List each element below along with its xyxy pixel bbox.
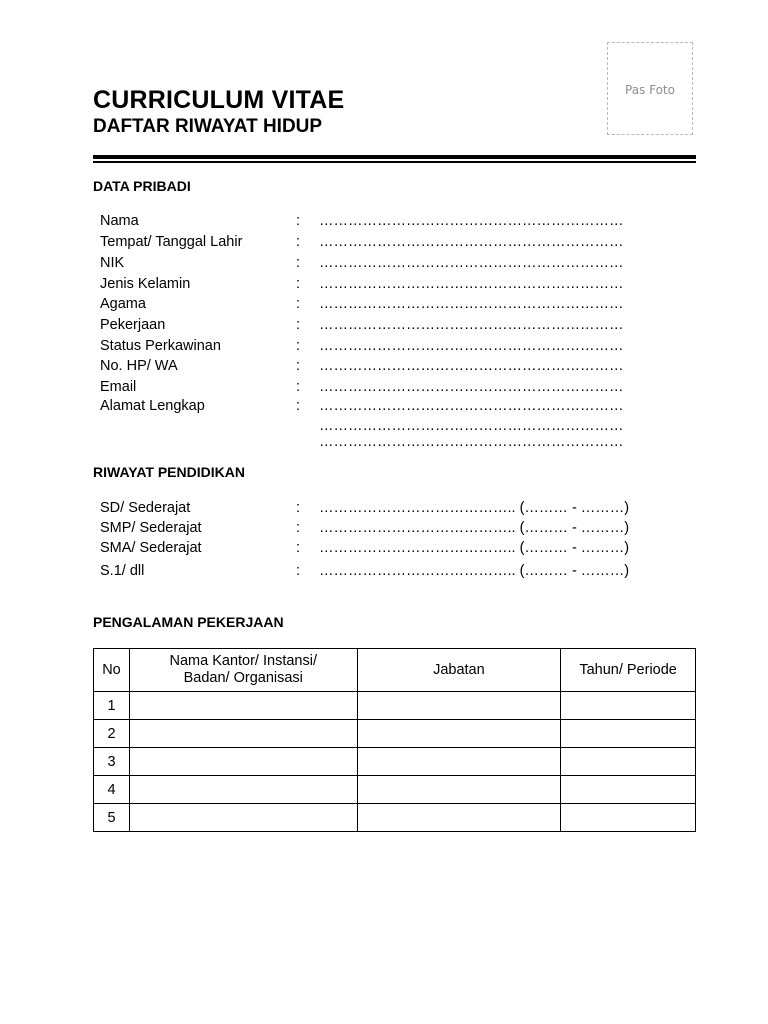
field-label: Status Perkawinan xyxy=(100,338,221,354)
field-colon: : xyxy=(296,563,301,579)
field-colon: : xyxy=(296,540,301,556)
row-number: 1 xyxy=(94,692,130,720)
field-colon: : xyxy=(296,358,301,374)
field-label: No. HP/ WA xyxy=(100,358,178,374)
column-header-office-line1: Nama Kantor/ Instansi/ xyxy=(169,653,317,669)
education-blank[interactable]: ………………………………….. (……… - ………) xyxy=(319,540,630,556)
section-title-work: PENGALAMAN PEKERJAAN xyxy=(93,614,284,630)
education-row-sd xyxy=(100,498,700,518)
header-divider-thick xyxy=(93,155,696,159)
field-jenis-kelamin xyxy=(100,274,700,294)
field-colon: : xyxy=(296,500,301,516)
office-cell[interactable] xyxy=(129,720,357,748)
position-cell[interactable] xyxy=(357,748,561,776)
column-header-position: Jabatan xyxy=(357,649,561,692)
field-colon: : xyxy=(296,276,301,292)
field-colon: : xyxy=(296,317,301,333)
field-blank[interactable]: ……………………………………………………… xyxy=(319,418,624,434)
field-blank[interactable]: ……………………………………………………… xyxy=(319,213,624,229)
section-title-education: RIWAYAT PENDIDIKAN xyxy=(93,464,245,480)
office-cell[interactable] xyxy=(129,776,357,804)
field-blank[interactable]: ……………………………………………………… xyxy=(319,338,624,354)
education-blank[interactable]: ………………………………….. (……… - ………) xyxy=(319,520,630,536)
position-cell[interactable] xyxy=(357,720,561,748)
field-label: NIK xyxy=(100,255,125,271)
field-status-perkawinan xyxy=(100,336,700,356)
row-number: 3 xyxy=(94,748,130,776)
column-header-office xyxy=(129,649,357,692)
education-label: S.1/ dll xyxy=(100,563,145,579)
document-subtitle: DAFTAR RIWAYAT HIDUP xyxy=(93,116,323,137)
field-blank[interactable]: ……………………………………………………… xyxy=(319,434,624,450)
field-alamat-line-3 xyxy=(100,432,700,452)
section-title-personal: DATA PRIBADI xyxy=(93,178,191,194)
row-number: 2 xyxy=(94,720,130,748)
field-blank[interactable]: ……………………………………………………… xyxy=(319,234,624,250)
field-colon: : xyxy=(296,520,301,536)
period-cell[interactable] xyxy=(561,776,696,804)
period-cell[interactable] xyxy=(561,804,696,832)
field-label: Pekerjaan xyxy=(100,317,166,333)
field-label: Alamat Lengkap xyxy=(100,398,205,414)
field-blank[interactable]: ……………………………………………………… xyxy=(319,317,624,333)
education-row-sma xyxy=(100,538,700,558)
field-label: Nama xyxy=(100,213,139,229)
position-cell[interactable] xyxy=(357,776,561,804)
table-row xyxy=(94,692,696,720)
field-label: Jenis Kelamin xyxy=(100,276,191,292)
field-colon: : xyxy=(296,338,301,354)
field-colon: : xyxy=(296,296,301,312)
position-cell[interactable] xyxy=(357,692,561,720)
document-title: CURRICULUM VITAE xyxy=(93,86,345,114)
office-cell[interactable] xyxy=(129,748,357,776)
education-label: SD/ Sederajat xyxy=(100,500,191,516)
field-colon: : xyxy=(296,379,301,395)
field-colon: : xyxy=(296,234,301,250)
office-cell[interactable] xyxy=(129,692,357,720)
education-blank[interactable]: ………………………………….. (……… - ………) xyxy=(319,563,630,579)
office-cell[interactable] xyxy=(129,804,357,832)
column-header-no: No xyxy=(94,649,130,692)
header-divider-thin xyxy=(93,161,696,163)
field-tempat-tanggal-lahir xyxy=(100,232,700,252)
period-cell[interactable] xyxy=(561,692,696,720)
education-blank[interactable]: ………………………………….. (……… - ………) xyxy=(319,500,630,516)
table-row xyxy=(94,720,696,748)
field-blank[interactable]: ……………………………………………………… xyxy=(319,255,624,271)
education-row-s1 xyxy=(100,561,700,581)
work-experience-table xyxy=(93,648,696,832)
field-agama xyxy=(100,294,700,314)
field-blank[interactable]: ……………………………………………………… xyxy=(319,398,624,414)
period-cell[interactable] xyxy=(561,720,696,748)
photo-label: Pas Foto xyxy=(625,83,675,97)
field-nama xyxy=(100,211,700,231)
field-email xyxy=(100,377,700,397)
column-header-office-line2: Badan/ Organisasi xyxy=(183,670,303,686)
education-label: SMA/ Sederajat xyxy=(100,540,202,556)
table-row xyxy=(94,776,696,804)
field-alamat-lengkap xyxy=(100,396,700,416)
field-colon: : xyxy=(296,213,301,229)
column-header-period: Tahun/ Periode xyxy=(561,649,696,692)
row-number: 5 xyxy=(94,804,130,832)
photo-placeholder xyxy=(607,42,693,135)
education-row-smp xyxy=(100,518,700,538)
field-label: Tempat/ Tanggal Lahir xyxy=(100,234,243,250)
period-cell[interactable] xyxy=(561,748,696,776)
field-label: Agama xyxy=(100,296,146,312)
row-number: 4 xyxy=(94,776,130,804)
field-blank[interactable]: ……………………………………………………… xyxy=(319,276,624,292)
education-label: SMP/ Sederajat xyxy=(100,520,202,536)
field-colon: : xyxy=(296,255,301,271)
field-label: Email xyxy=(100,379,137,395)
table-row xyxy=(94,748,696,776)
field-blank[interactable]: ……………………………………………………… xyxy=(319,296,624,312)
field-nik xyxy=(100,253,700,273)
field-blank[interactable]: ……………………………………………………… xyxy=(319,358,624,374)
field-colon: : xyxy=(296,398,301,414)
table-header-row xyxy=(94,649,696,692)
field-pekerjaan xyxy=(100,315,700,335)
position-cell[interactable] xyxy=(357,804,561,832)
table-row xyxy=(94,804,696,832)
field-blank[interactable]: ……………………………………………………… xyxy=(319,379,624,395)
field-no-hp-wa xyxy=(100,356,700,376)
